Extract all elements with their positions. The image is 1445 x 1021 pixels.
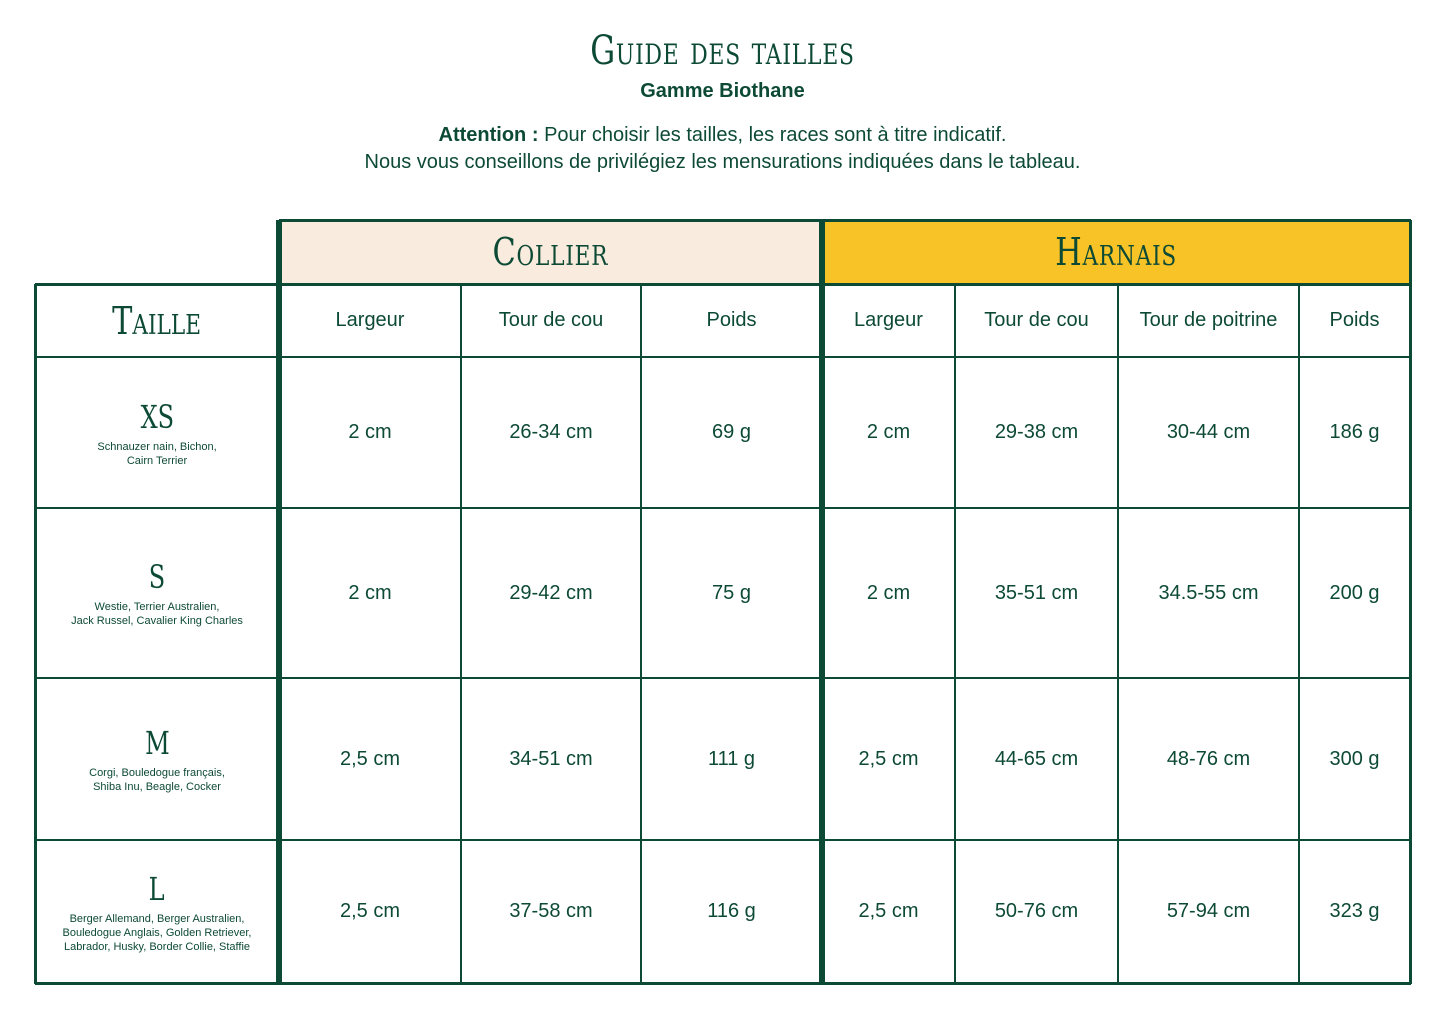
cell-value: 2,5 cm [858,900,919,922]
table-cell [955,357,1118,508]
table-cell [461,357,641,508]
page-title: Guide des tailles [590,28,855,74]
breed-line: Berger Allemand, Berger Australien, [69,912,245,925]
size-label: XS [140,397,174,436]
cell-value: 200 g [1329,581,1380,604]
table-cell [461,840,641,983]
cell-value: 34-51 cm [509,747,593,770]
table-cell [1118,840,1299,983]
table-row-divider [35,356,1411,358]
table-column-divider [640,284,642,984]
table-column-divider [460,284,462,984]
size-cell [35,357,279,508]
table-cell [461,678,641,840]
cell-value: 26-34 cm [509,421,593,443]
column-header [1118,284,1299,357]
table-cell [641,840,822,983]
table-column-divider [1117,284,1119,984]
column-header-label: Tour de cou [498,309,604,331]
column-header-label: Poids [1329,309,1380,331]
collier-header-label: Collier [492,230,609,274]
table-cell [461,508,641,678]
notice [0,122,1445,176]
cell-value: 116 g [707,900,756,922]
size-label: M [144,724,170,762]
table-cell [822,840,955,983]
table-cell [822,678,955,840]
table-cell [1299,840,1410,983]
column-header [822,284,955,357]
table-cell [1118,508,1299,678]
breed-line: Jack Russel, Cavalier King Charles [71,615,243,627]
table-cell [1299,508,1410,678]
table-cell [1118,678,1299,840]
table-cell [822,508,955,678]
cell-value: 44-65 cm [994,747,1079,770]
harnais-header [822,220,1410,284]
taille-header-label: Taille [112,298,202,343]
breed-line: Bouledogue Anglais, Golden Retriever, [62,926,252,939]
table-row-divider [35,982,1411,985]
breed-line: Westie, Terrier Australien, [94,601,220,613]
table-cell [279,357,461,508]
cell-value: 69 g [712,421,751,443]
table-border-top [279,219,1411,222]
size-cell [35,840,279,983]
cell-value: 35-51 cm [994,581,1079,604]
cell-value: 300 g [1329,747,1380,770]
table-cell [955,840,1118,983]
table-cell [641,357,822,508]
cell-value: 186 g [1329,421,1380,443]
cell-value: 29-38 cm [994,421,1079,443]
cell-value: 37-58 cm [509,900,593,922]
cell-value: 30-44 cm [1166,421,1251,443]
breed-list [63,912,252,954]
cell-value: 75 g [712,581,751,604]
table-divider-groups [819,220,825,984]
breed-line: Shiba Inu, Beagle, Cocker [93,781,221,793]
notice-label: Attention : [438,124,539,146]
column-header-label: Largeur [335,309,405,331]
table-border-right [1409,220,1412,984]
cell-value: 2 cm [348,581,392,604]
table-row-divider [35,283,1411,286]
table-cell [955,508,1118,678]
column-header-label: Tour de cou [984,309,1089,331]
notice-line-1: Pour choisir les tailles, les races sont à titre indicatif. [544,124,1007,146]
breed-list [71,600,243,628]
column-header-label: Tour de poitrine [1139,309,1278,331]
cell-value: 29-42 cm [509,581,593,604]
cell-value: 57-94 cm [1166,900,1251,922]
table-cell [1299,357,1410,508]
size-cell [35,508,279,678]
collier-header [279,220,822,284]
table-cell [1299,678,1410,840]
column-header [1299,284,1410,357]
page-subtitle: Gamme Biothane [640,80,805,102]
cell-value: 48-76 cm [1166,747,1251,770]
breed-list [89,766,225,794]
column-header [279,284,461,357]
column-header [461,284,641,357]
cell-value: 2,5 cm [339,900,401,922]
cell-value: 34.5-55 cm [1158,581,1259,604]
table-cell [641,508,822,678]
notice-line-2: Nous vous conseillons de privilégiez les mensurations indiquées dans le tableau. [364,151,1081,173]
cell-value: 2 cm [866,581,911,604]
breed-line: Schnauzer nain, Bichon, [97,440,217,453]
table-row-divider [35,507,1411,509]
cell-value: 50-76 cm [994,900,1079,922]
table-column-divider [1298,284,1300,984]
table-row-divider [35,677,1411,679]
table-cell [1118,357,1299,508]
table-divider-taille [276,220,282,984]
breed-line: Cairn Terrier [126,454,188,467]
table-cell [279,840,461,983]
size-cell [35,678,279,840]
table-cell [955,678,1118,840]
harnais-header-label: Harnais [1055,230,1177,274]
table-cell [279,678,461,840]
breed-line: Corgi, Bouledogue français, [89,767,225,779]
cell-value: 2,5 cm [339,747,401,770]
table-column-divider [954,284,956,984]
table-cell [641,678,822,840]
breed-list [97,440,216,468]
cell-value: 2,5 cm [858,747,919,770]
table-cell [822,357,955,508]
column-header [955,284,1118,357]
cell-value: 2 cm [866,421,911,443]
table-cell [279,508,461,678]
column-header [641,284,822,357]
column-header-label: Poids [706,309,757,331]
table-border-left [34,284,37,984]
column-header-label: Largeur [854,309,923,331]
cell-value: 2 cm [348,421,392,443]
size-label: L [149,869,165,908]
cell-value: 323 g [1329,900,1380,922]
breed-line: Labrador, Husky, Border Collie, Staffie [63,940,251,953]
table-row-divider [35,839,1411,841]
cell-value: 111 g [707,747,756,770]
size-label: S [148,558,166,596]
taille-header [35,284,279,357]
